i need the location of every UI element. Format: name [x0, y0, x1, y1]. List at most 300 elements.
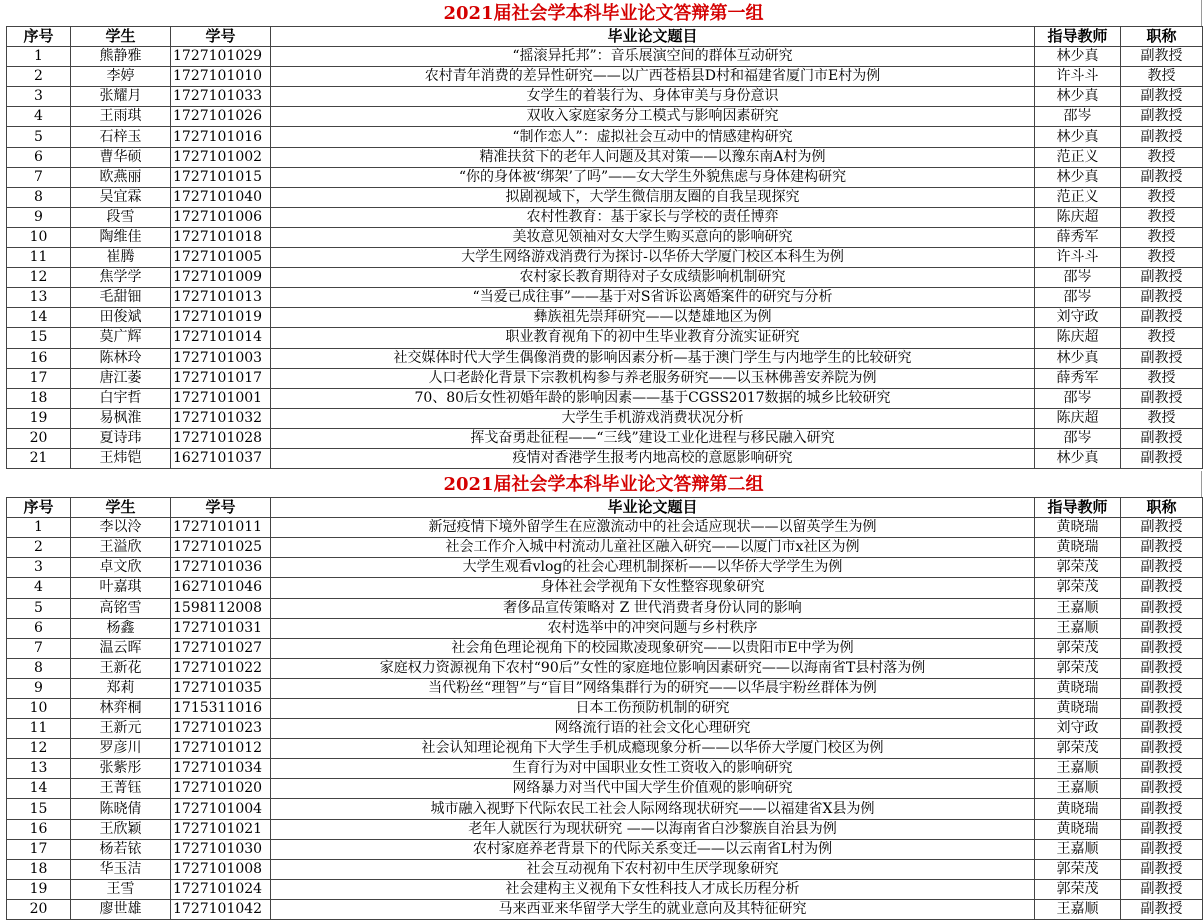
- thesis-title-cell[interactable]: 奢侈品宣传策略对 Z 世代消费者身份认同的影响: [271, 598, 1035, 618]
- student-cell[interactable]: 叶嘉琪: [71, 578, 171, 598]
- table-row: [7, 167, 1203, 187]
- table-row: [7, 408, 1203, 428]
- seq-cell[interactable]: 5: [7, 598, 71, 618]
- advisor-cell[interactable]: 郭荣茂: [1035, 578, 1121, 598]
- student-cell[interactable]: 张紫彤: [71, 759, 171, 779]
- student-id-cell[interactable]: 1727101014: [171, 328, 271, 348]
- advisor-cell[interactable]: 薛秀军: [1035, 227, 1121, 247]
- advisor-cell[interactable]: 林少真: [1035, 348, 1121, 368]
- table-row: [7, 248, 1203, 268]
- table-row: [7, 348, 1203, 368]
- table-row: [7, 699, 1203, 719]
- thesis-title-cell[interactable]: 马来西亚来华留学大学生的就业意向及其特征研究: [271, 899, 1035, 919]
- advisor-cell[interactable]: 刘守政: [1035, 308, 1121, 328]
- student-id-cell[interactable]: 1627101037: [171, 448, 271, 468]
- student-id-cell[interactable]: 1727101013: [171, 288, 271, 308]
- student-id-cell[interactable]: 1727101020: [171, 779, 271, 799]
- student-id-cell[interactable]: 1727101009: [171, 268, 271, 288]
- advisor-cell[interactable]: 许斗斗: [1035, 248, 1121, 268]
- rank-cell[interactable]: 副教授: [1121, 127, 1203, 147]
- student-cell[interactable]: 熊静雅: [71, 47, 171, 67]
- table-row: [7, 147, 1203, 167]
- rank-cell[interactable]: 副教授: [1121, 518, 1203, 538]
- advisor-cell[interactable]: 郭荣茂: [1035, 638, 1121, 658]
- seq-cell[interactable]: 3: [7, 558, 71, 578]
- table-row: [7, 207, 1203, 227]
- student-cell[interactable]: 廖世雄: [71, 899, 171, 919]
- rank-cell[interactable]: 副教授: [1121, 47, 1203, 67]
- thesis-title-cell[interactable]: 大学生观看vlog的社会心理机制探析——以华侨大学学生为例: [271, 558, 1035, 578]
- student-cell[interactable]: 吴宜霖: [71, 187, 171, 207]
- table-row: [7, 227, 1203, 247]
- thesis-title-cell[interactable]: 70、80后女性初婚年龄的影响因素——基于CGSS2017数据的城乡比较研究: [271, 388, 1035, 408]
- student-id-cell[interactable]: 1727101033: [171, 87, 271, 107]
- student-id-cell[interactable]: 1727101015: [171, 167, 271, 187]
- group-title: 2021届社会学本科毕业论文答辩第一组: [6, 0, 1202, 26]
- rank-cell[interactable]: 教授: [1121, 147, 1203, 167]
- rank-cell[interactable]: 教授: [1121, 368, 1203, 388]
- rank-cell[interactable]: 副教授: [1121, 799, 1203, 819]
- table-row: [7, 47, 1203, 67]
- column-header-student: 学生: [71, 27, 171, 47]
- advisor-cell[interactable]: 薛秀军: [1035, 368, 1121, 388]
- rank-cell[interactable]: 副教授: [1121, 638, 1203, 658]
- student-id-cell[interactable]: 1727101005: [171, 248, 271, 268]
- rank-cell[interactable]: 副教授: [1121, 839, 1203, 859]
- advisor-cell[interactable]: 郭荣茂: [1035, 658, 1121, 678]
- seq-cell[interactable]: 19: [7, 879, 71, 899]
- rank-cell[interactable]: 副教授: [1121, 428, 1203, 448]
- student-id-cell[interactable]: 1598112008: [171, 598, 271, 618]
- column-header-rank: 职称: [1121, 27, 1203, 47]
- advisor-cell[interactable]: 王嘉顺: [1035, 839, 1121, 859]
- seq-cell[interactable]: 1: [7, 47, 71, 67]
- table-row: [7, 448, 1203, 468]
- rank-cell[interactable]: 副教授: [1121, 699, 1203, 719]
- thesis-title-cell[interactable]: 生育行为对中国职业女性工资收入的影响研究: [271, 759, 1035, 779]
- thesis-title-cell[interactable]: 农村选举中的冲突问题与乡村秩序: [271, 618, 1035, 638]
- column-header-seq: 序号: [7, 27, 71, 47]
- student-id-cell[interactable]: 1727101021: [171, 819, 271, 839]
- thesis-title-cell[interactable]: 网络暴力对当代中国大学生价值观的影响研究: [271, 779, 1035, 799]
- thesis-title-cell[interactable]: 女学生的着装行为、身体审美与身份意识: [271, 87, 1035, 107]
- advisor-cell[interactable]: 邵岑: [1035, 428, 1121, 448]
- table-row: [7, 618, 1203, 638]
- groups-container: [6, 0, 1202, 920]
- student-cell[interactable]: 田俊斌: [71, 308, 171, 328]
- seq-cell[interactable]: 12: [7, 268, 71, 288]
- thesis-title-cell[interactable]: 人口老龄化背景下宗教机构参与养老服务研究——以玉林佛善安养院为例: [271, 368, 1035, 388]
- rank-cell[interactable]: 副教授: [1121, 739, 1203, 759]
- seq-cell[interactable]: 13: [7, 759, 71, 779]
- advisor-cell[interactable]: 王嘉顺: [1035, 899, 1121, 919]
- student-id-cell[interactable]: 1627101046: [171, 578, 271, 598]
- advisor-cell[interactable]: 邵岑: [1035, 107, 1121, 127]
- rank-cell[interactable]: 副教授: [1121, 658, 1203, 678]
- seq-cell[interactable]: 12: [7, 739, 71, 759]
- student-cell[interactable]: 白宇哲: [71, 388, 171, 408]
- thesis-title-cell[interactable]: 社会认知理论视角下大学生手机成瘾现象分析——以华侨大学厦门校区为例: [271, 739, 1035, 759]
- seq-cell[interactable]: 6: [7, 147, 71, 167]
- thesis-title-cell[interactable]: 农村家庭养老背景下的代际关系变迁——以云南省L村为例: [271, 839, 1035, 859]
- thesis-title-cell[interactable]: 大学生手机游戏消费状况分析: [271, 408, 1035, 428]
- defense-schedule-table: [6, 26, 1203, 469]
- table-row: [7, 739, 1203, 759]
- table-row: [7, 87, 1203, 107]
- student-id-cell[interactable]: 1727101027: [171, 638, 271, 658]
- thesis-title-cell[interactable]: 精准扶贫下的老年人问题及其对策——以豫东南A村为例: [271, 147, 1035, 167]
- student-id-cell[interactable]: 1727101018: [171, 227, 271, 247]
- thesis-title-cell[interactable]: 身体社会学视角下女性整容现象研究: [271, 578, 1035, 598]
- rank-cell[interactable]: 副教授: [1121, 308, 1203, 328]
- advisor-cell[interactable]: 郭荣茂: [1035, 879, 1121, 899]
- thesis-title-cell[interactable]: 城市融入视野下代际农民工社会人际网络现状研究——以福建省X县为例: [271, 799, 1035, 819]
- thesis-title-cell[interactable]: 农村青年消费的差异性研究——以广西苍梧县D村和福建省厦门市E村为例: [271, 67, 1035, 87]
- seq-cell[interactable]: 9: [7, 207, 71, 227]
- thesis-title-cell[interactable]: 社交媒体时代大学生偶像消费的影响因素分析—基于澳门学生与内地学生的比较研究: [271, 348, 1035, 368]
- advisor-cell[interactable]: 王嘉顺: [1035, 779, 1121, 799]
- advisor-cell[interactable]: 黄晓瑞: [1035, 799, 1121, 819]
- seq-cell[interactable]: 13: [7, 288, 71, 308]
- thesis-title-cell[interactable]: 职业教育视角下的初中生毕业教育分流实证研究: [271, 328, 1035, 348]
- student-cell[interactable]: 段雪: [71, 207, 171, 227]
- advisor-cell[interactable]: 陈庆超: [1035, 408, 1121, 428]
- student-id-cell[interactable]: 1727101002: [171, 147, 271, 167]
- rank-cell[interactable]: 副教授: [1121, 87, 1203, 107]
- seq-cell[interactable]: 18: [7, 388, 71, 408]
- student-id-cell[interactable]: 1727101042: [171, 899, 271, 919]
- seq-cell[interactable]: 16: [7, 819, 71, 839]
- seq-cell[interactable]: 8: [7, 187, 71, 207]
- rank-cell[interactable]: 副教授: [1121, 678, 1203, 698]
- advisor-cell[interactable]: 郭荣茂: [1035, 558, 1121, 578]
- advisor-cell[interactable]: 林少真: [1035, 47, 1121, 67]
- thesis-title-cell[interactable]: “当爱已成往事”——基于对S省诉讼离婚案件的研究与分析: [271, 288, 1035, 308]
- table-row: [7, 558, 1203, 578]
- table-row: [7, 308, 1203, 328]
- seq-cell[interactable]: 2: [7, 538, 71, 558]
- rank-cell[interactable]: 副教授: [1121, 167, 1203, 187]
- advisor-cell[interactable]: 王嘉顺: [1035, 759, 1121, 779]
- table-row: [7, 518, 1203, 538]
- rank-cell[interactable]: 副教授: [1121, 598, 1203, 618]
- student-id-cell[interactable]: 1727101023: [171, 719, 271, 739]
- thesis-title-cell[interactable]: 疫情对香港学生报考内地高校的意愿影响研究: [271, 448, 1035, 468]
- student-cell[interactable]: 王雨琪: [71, 107, 171, 127]
- thesis-title-cell[interactable]: 新冠疫情下境外留学生在应激流动中的社会适应现状——以留英学生为例: [271, 518, 1035, 538]
- seq-cell[interactable]: 16: [7, 348, 71, 368]
- advisor-cell[interactable]: 黄晓瑞: [1035, 678, 1121, 698]
- student-cell[interactable]: 王溢欣: [71, 538, 171, 558]
- thesis-title-cell[interactable]: 社会建构主义视角下女性科技人才成长历程分析: [271, 879, 1035, 899]
- student-cell[interactable]: 李以泠: [71, 518, 171, 538]
- advisor-cell[interactable]: 王嘉顺: [1035, 598, 1121, 618]
- student-cell[interactable]: 王新花: [71, 658, 171, 678]
- table-row: [7, 819, 1203, 839]
- student-id-cell[interactable]: 1727101035: [171, 678, 271, 698]
- student-id-cell[interactable]: 1727101012: [171, 739, 271, 759]
- student-id-cell[interactable]: 1727101019: [171, 308, 271, 328]
- table-row: [7, 779, 1203, 799]
- thesis-title-cell[interactable]: 大学生网络游戏消费行为探讨-以华侨大学厦门校区本科生为例: [271, 248, 1035, 268]
- rank-cell[interactable]: 副教授: [1121, 578, 1203, 598]
- advisor-cell[interactable]: 林少真: [1035, 167, 1121, 187]
- advisor-cell[interactable]: 陈庆超: [1035, 207, 1121, 227]
- thesis-title-cell[interactable]: “摇滚异托邦”：音乐展演空间的群体互动研究: [271, 47, 1035, 67]
- seq-cell[interactable]: 7: [7, 167, 71, 187]
- seq-cell[interactable]: 15: [7, 799, 71, 819]
- student-cell[interactable]: 欧燕丽: [71, 167, 171, 187]
- student-id-cell[interactable]: 1727101008: [171, 859, 271, 879]
- seq-cell[interactable]: 11: [7, 719, 71, 739]
- seq-cell[interactable]: 2: [7, 67, 71, 87]
- table-row: [7, 268, 1203, 288]
- student-cell[interactable]: 王新元: [71, 719, 171, 739]
- student-id-cell[interactable]: 1727101025: [171, 538, 271, 558]
- seq-cell[interactable]: 17: [7, 839, 71, 859]
- advisor-cell[interactable]: 黄晓瑞: [1035, 819, 1121, 839]
- thesis-title-cell[interactable]: “你的身体被‘绑架’了吗”——女大学生外貌焦虑与身体建构研究: [271, 167, 1035, 187]
- seq-cell[interactable]: 20: [7, 899, 71, 919]
- rank-cell[interactable]: 副教授: [1121, 618, 1203, 638]
- advisor-cell[interactable]: 林少真: [1035, 87, 1121, 107]
- student-cell[interactable]: 罗彦川: [71, 739, 171, 759]
- table-row: [7, 839, 1203, 859]
- rank-cell[interactable]: 教授: [1121, 227, 1203, 247]
- seq-cell[interactable]: 10: [7, 699, 71, 719]
- advisor-cell[interactable]: 黄晓瑞: [1035, 518, 1121, 538]
- column-header-sid: 学号: [171, 27, 271, 47]
- rank-cell[interactable]: 副教授: [1121, 268, 1203, 288]
- student-cell[interactable]: 焦学学: [71, 268, 171, 288]
- seq-cell[interactable]: 15: [7, 328, 71, 348]
- advisor-cell[interactable]: 林少真: [1035, 448, 1121, 468]
- rank-cell[interactable]: 副教授: [1121, 719, 1203, 739]
- student-id-cell[interactable]: 1727101032: [171, 408, 271, 428]
- advisor-cell[interactable]: 林少真: [1035, 127, 1121, 147]
- rank-cell[interactable]: 副教授: [1121, 448, 1203, 468]
- student-cell[interactable]: 夏诗玮: [71, 428, 171, 448]
- student-cell[interactable]: 温云晖: [71, 638, 171, 658]
- student-id-cell[interactable]: 1727101003: [171, 348, 271, 368]
- student-cell[interactable]: 王欣颖: [71, 819, 171, 839]
- advisor-cell[interactable]: 郭荣茂: [1035, 739, 1121, 759]
- rank-cell[interactable]: 副教授: [1121, 288, 1203, 308]
- seq-cell[interactable]: 1: [7, 518, 71, 538]
- student-cell[interactable]: 李婷: [71, 67, 171, 87]
- student-cell[interactable]: 华玉洁: [71, 859, 171, 879]
- table-row: [7, 127, 1203, 147]
- rank-cell[interactable]: 副教授: [1121, 819, 1203, 839]
- table-row: [7, 368, 1203, 388]
- advisor-cell[interactable]: 刘守政: [1035, 719, 1121, 739]
- advisor-cell[interactable]: 黄晓瑞: [1035, 538, 1121, 558]
- student-cell[interactable]: 毛甜钿: [71, 288, 171, 308]
- seq-cell[interactable]: 11: [7, 248, 71, 268]
- student-id-cell[interactable]: 1727101022: [171, 658, 271, 678]
- student-cell[interactable]: 张耀月: [71, 87, 171, 107]
- student-id-cell[interactable]: 1727101001: [171, 388, 271, 408]
- rank-cell[interactable]: 教授: [1121, 328, 1203, 348]
- seq-cell[interactable]: 10: [7, 227, 71, 247]
- advisor-cell[interactable]: 邵岑: [1035, 268, 1121, 288]
- thesis-title-cell[interactable]: 社会互动视角下农村初中生厌学现象研究: [271, 859, 1035, 879]
- seq-cell[interactable]: 7: [7, 638, 71, 658]
- thesis-title-cell[interactable]: 农村性教育：基于家长与学校的责任博弈: [271, 207, 1035, 227]
- rank-cell[interactable]: 副教授: [1121, 899, 1203, 919]
- student-cell[interactable]: 曹华硕: [71, 147, 171, 167]
- table-row: [7, 328, 1203, 348]
- student-cell[interactable]: 陈晓倩: [71, 799, 171, 819]
- table-row: [7, 658, 1203, 678]
- thesis-title-cell[interactable]: 网络流行语的社会文化心理研究: [271, 719, 1035, 739]
- advisor-cell[interactable]: 许斗斗: [1035, 67, 1121, 87]
- thesis-title-cell[interactable]: 家庭权力资源视角下农村“90后”女性的家庭地位影响因素研究——以海南省T县村落为例: [271, 658, 1035, 678]
- table-row: [7, 187, 1203, 207]
- student-cell[interactable]: 石梓玉: [71, 127, 171, 147]
- column-header-sid: 学号: [171, 498, 271, 518]
- student-id-cell[interactable]: 1727101006: [171, 207, 271, 227]
- table-row: [7, 578, 1203, 598]
- student-cell[interactable]: 高铭雪: [71, 598, 171, 618]
- student-id-cell[interactable]: 1727101017: [171, 368, 271, 388]
- seq-cell[interactable]: 20: [7, 428, 71, 448]
- student-cell[interactable]: 林弈桐: [71, 699, 171, 719]
- student-id-cell[interactable]: 1727101029: [171, 47, 271, 67]
- student-id-cell[interactable]: 1727101036: [171, 558, 271, 578]
- rank-cell[interactable]: 副教授: [1121, 558, 1203, 578]
- student-id-cell[interactable]: 1727101030: [171, 839, 271, 859]
- thesis-title-cell[interactable]: 老年人就医行为现状研究 ——以海南省白沙黎族自治县为例: [271, 819, 1035, 839]
- student-cell[interactable]: 卓文欣: [71, 558, 171, 578]
- seq-cell[interactable]: 14: [7, 308, 71, 328]
- rank-cell[interactable]: 教授: [1121, 67, 1203, 87]
- seq-cell[interactable]: 3: [7, 87, 71, 107]
- advisor-cell[interactable]: 范正义: [1035, 187, 1121, 207]
- student-cell[interactable]: 崔腾: [71, 248, 171, 268]
- student-cell[interactable]: 唐江萎: [71, 368, 171, 388]
- advisor-cell[interactable]: 邵岑: [1035, 388, 1121, 408]
- student-cell[interactable]: 郑莉: [71, 678, 171, 698]
- rank-cell[interactable]: 教授: [1121, 187, 1203, 207]
- seq-cell[interactable]: 18: [7, 859, 71, 879]
- thesis-title-cell[interactable]: 日本工伤预防机制的研究: [271, 699, 1035, 719]
- table-row: [7, 598, 1203, 618]
- student-id-cell[interactable]: 1715311016: [171, 699, 271, 719]
- table-row: [7, 899, 1203, 919]
- student-cell[interactable]: 易枫淮: [71, 408, 171, 428]
- column-header-thesis: 毕业论文题目: [271, 498, 1035, 518]
- table-row: [7, 538, 1203, 558]
- thesis-title-cell[interactable]: 挥戈奋勇赴征程——“三线”建设工业化进程与移民融入研究: [271, 428, 1035, 448]
- student-cell[interactable]: 陶维佳: [71, 227, 171, 247]
- student-id-cell[interactable]: 1727101028: [171, 428, 271, 448]
- advisor-cell[interactable]: 郭荣茂: [1035, 859, 1121, 879]
- thesis-title-cell[interactable]: 双收入家庭家务分工模式与影响因素研究: [271, 107, 1035, 127]
- student-cell[interactable]: 莫广辉: [71, 328, 171, 348]
- student-cell[interactable]: 陈林玲: [71, 348, 171, 368]
- seq-cell[interactable]: 14: [7, 779, 71, 799]
- rank-cell[interactable]: 副教授: [1121, 859, 1203, 879]
- thesis-title-cell[interactable]: “制作恋人”：虚拟社会互动中的情感建构研究: [271, 127, 1035, 147]
- student-id-cell[interactable]: 1727101011: [171, 518, 271, 538]
- seq-cell[interactable]: 21: [7, 448, 71, 468]
- student-id-cell[interactable]: 1727101004: [171, 799, 271, 819]
- student-id-cell[interactable]: 1727101026: [171, 107, 271, 127]
- advisor-cell[interactable]: 黄晓瑞: [1035, 699, 1121, 719]
- table-row: [7, 288, 1203, 308]
- thesis-title-cell[interactable]: 美妆意见领袖对女大学生购买意向的影响研究: [271, 227, 1035, 247]
- seq-cell[interactable]: 6: [7, 618, 71, 638]
- student-id-cell[interactable]: 1727101016: [171, 127, 271, 147]
- thesis-title-cell[interactable]: 农村家长教育期待对子女成绩影响机制研究: [271, 268, 1035, 288]
- seq-cell[interactable]: 19: [7, 408, 71, 428]
- student-cell[interactable]: 杨若铱: [71, 839, 171, 859]
- rank-cell[interactable]: 副教授: [1121, 107, 1203, 127]
- table-row: [7, 388, 1203, 408]
- advisor-cell[interactable]: 邵岑: [1035, 288, 1121, 308]
- thesis-title-cell[interactable]: 社会角色理论视角下的校园欺凌现象研究——以贵阳市E中学为例: [271, 638, 1035, 658]
- table-row: [7, 799, 1203, 819]
- group-title: 2021届社会学本科毕业论文答辩第二组: [6, 471, 1202, 497]
- student-cell[interactable]: 王炜铠: [71, 448, 171, 468]
- thesis-title-cell[interactable]: 当代粉丝“理智”与“盲目”网络集群行为的研究——以华晨宇粉丝群体为例: [271, 678, 1035, 698]
- student-id-cell[interactable]: 1727101040: [171, 187, 271, 207]
- rank-cell[interactable]: 副教授: [1121, 538, 1203, 558]
- rank-cell[interactable]: 教授: [1121, 207, 1203, 227]
- student-id-cell[interactable]: 1727101034: [171, 759, 271, 779]
- rank-cell[interactable]: 副教授: [1121, 348, 1203, 368]
- rank-cell[interactable]: 教授: [1121, 408, 1203, 428]
- header-row: [7, 27, 1203, 47]
- column-header-rank: 职称: [1121, 498, 1203, 518]
- column-header-student: 学生: [71, 498, 171, 518]
- table-row: [7, 678, 1203, 698]
- table-row: [7, 879, 1203, 899]
- table-row: [7, 107, 1203, 127]
- column-header-advisor: 指导教师: [1035, 27, 1121, 47]
- seq-cell[interactable]: 17: [7, 368, 71, 388]
- thesis-title-cell[interactable]: 社会工作介入城中村流动儿童社区融入研究——以厦门市x社区为例: [271, 538, 1035, 558]
- advisor-cell[interactable]: 陈庆超: [1035, 328, 1121, 348]
- student-cell[interactable]: 杨鑫: [71, 618, 171, 638]
- advisor-cell[interactable]: 王嘉顺: [1035, 618, 1121, 638]
- table-row: [7, 719, 1203, 739]
- thesis-title-cell[interactable]: 彝族祖先崇拜研究——以楚雄地区为例: [271, 308, 1035, 328]
- column-header-seq: 序号: [7, 498, 71, 518]
- student-id-cell[interactable]: 1727101010: [171, 67, 271, 87]
- seq-cell[interactable]: 4: [7, 578, 71, 598]
- thesis-title-cell[interactable]: 拟剧视域下，大学生微信朋友圈的自我呈现探究: [271, 187, 1035, 207]
- student-id-cell[interactable]: 1727101031: [171, 618, 271, 638]
- advisor-cell[interactable]: 范正义: [1035, 147, 1121, 167]
- spreadsheet: [6, 0, 1202, 920]
- rank-cell[interactable]: 副教授: [1121, 879, 1203, 899]
- seq-cell[interactable]: 5: [7, 127, 71, 147]
- rank-cell[interactable]: 教授: [1121, 248, 1203, 268]
- seq-cell[interactable]: 8: [7, 658, 71, 678]
- student-cell[interactable]: 王雪: [71, 879, 171, 899]
- rank-cell[interactable]: 副教授: [1121, 759, 1203, 779]
- rank-cell[interactable]: 副教授: [1121, 779, 1203, 799]
- student-id-cell[interactable]: 1727101024: [171, 879, 271, 899]
- seq-cell[interactable]: 4: [7, 107, 71, 127]
- seq-cell[interactable]: 9: [7, 678, 71, 698]
- column-header-thesis: 毕业论文题目: [271, 27, 1035, 47]
- student-cell[interactable]: 王菁钰: [71, 779, 171, 799]
- rank-cell[interactable]: 副教授: [1121, 388, 1203, 408]
- table-row: [7, 67, 1203, 87]
